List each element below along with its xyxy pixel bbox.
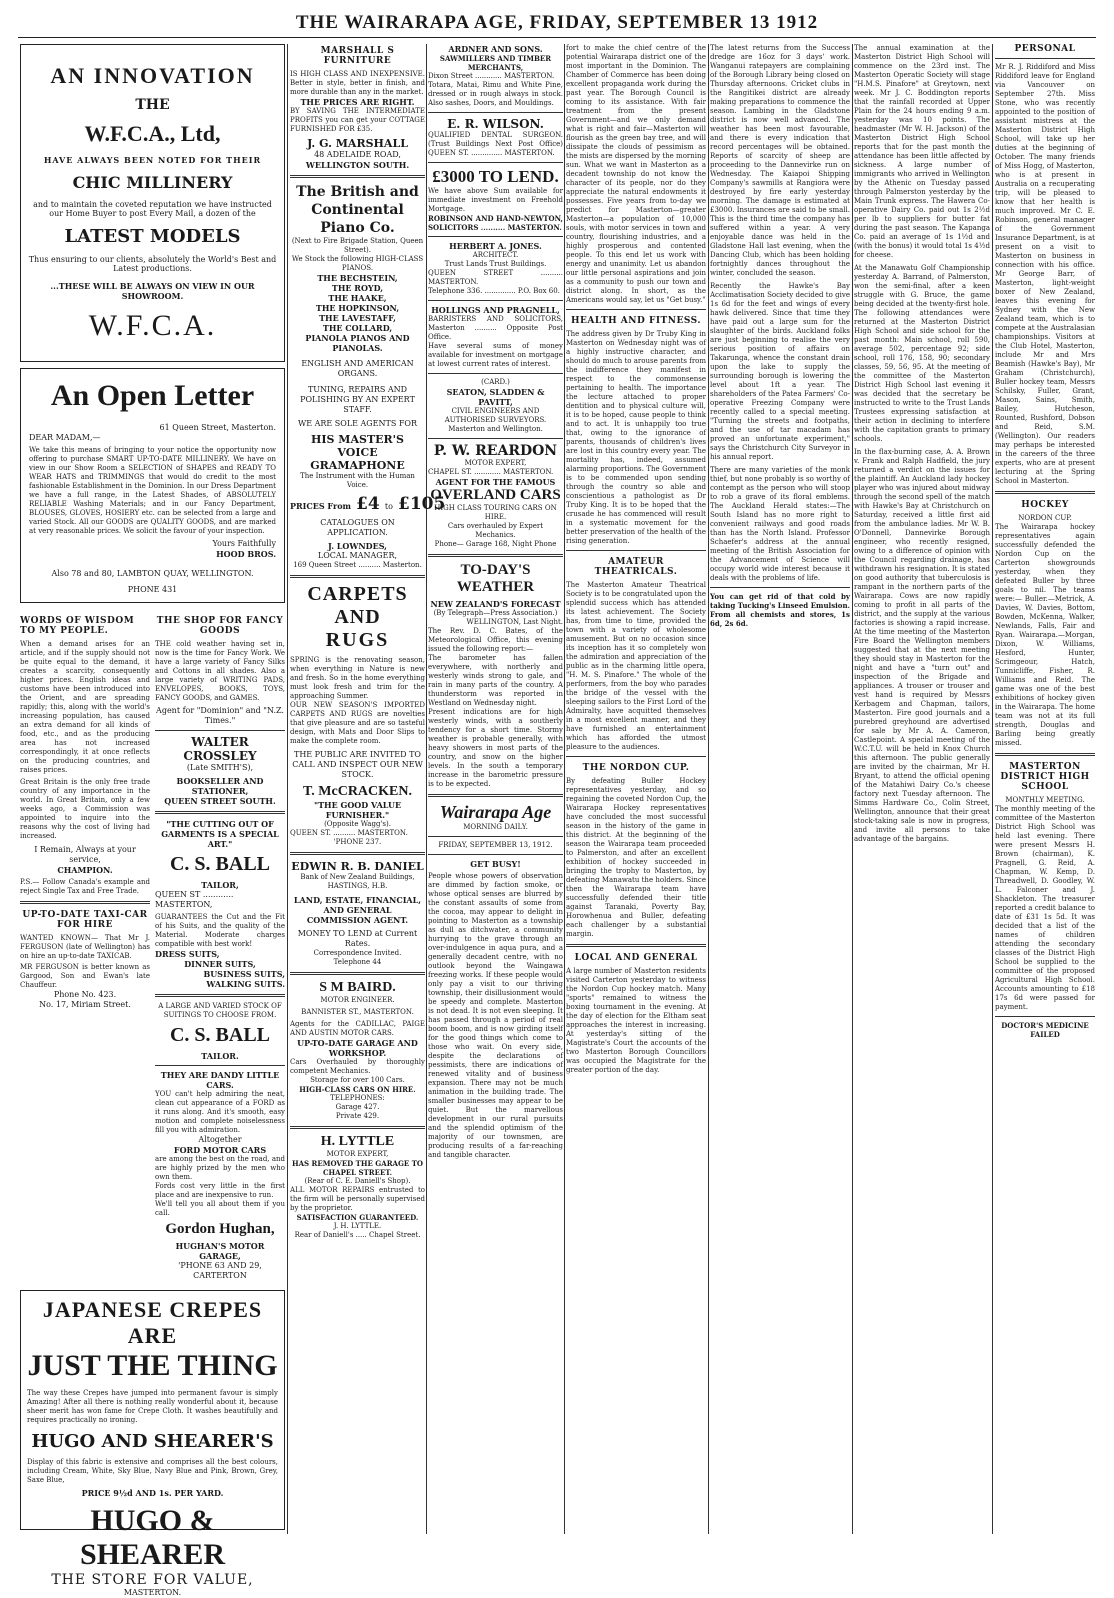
news-items-6: In the flax-burning case, A. A. Brown v. Frank and Ralph Hadfield, the jury returned a verdict on the issues for the plaintiff. An Auckland lady hockey player who was injured about midway through the second spell of the match with Hawke's Bay at Christchurch on Saturday, received a little first aid from the ambulance ladies. Mr W. B. O'Donnell, Dannevirke Borough engineer, who recently resigned, owing to a difference of opinion with the Council regarding drainage, has withdrawn his resignation. It is stated on good authority that tuberculosis is rampant in the northern parts of the Wairarapa. Cows are now rapidly coming to profit in all parts of the district, and the supply at the various factories is showing a rapid increase. At the time meeting of the Masterton Fire Board the Wellington members suggested that at the next meeting they should stay in Masterton for the night and have a "turn out" and inspection of the Brigade and appliances. A trouser or trouser and vest hand is required by Messrs Kerbagem and Chapman, tailors, Masterton. Fire good journals and a purebred greyhound are advertised for sale by Mr A. A. Cameron, Castlepoint. A special meeting of the W.C.T.U. will be held in Knox Church this afternoon. The public generally are invited by the chairman, Mr H. Bryant, to attend the official opening of the Matahiwi Dairy Co.'s cheese factory next Tuesday afternoon. The Simms Hardware Co., Colin Street, Wellington, announce that their great stock-taking sale is now in progress, and invite all persons to take advantage of the bargains. <box>854 448 990 843</box>
paper-nameplate: Wairarapa Age <box>439 802 552 822</box>
japanese-crepes-ad <box>20 1290 285 1597</box>
ball-suit-2: DINNER SUITS, <box>184 959 256 969</box>
news-items-4: The annual examination at the Masterton District High School will commence on the 23rd inst. The Masterton Operatic Society will stage "H.M.S. Pinafore" at Greytown, next week. Mr J. C. Boddington reports that the rainfall recorded at Upper Plain for the 24 hours ending 9 a.m. yesterday was 10 points. The headmaster (Mr W. H. Jackson) of the Masterton District High School reports that for the past month the attendance has been little affected by sickness. A large number of immigrants who arrived in Wellington by the Athenic on Tuesday passed through Palmerston yesterday by the Main Trunk express. The Hawera Co-operative Dairy Co. paid out 1s 2½d per lb to suppliers for butter fat during the past season. The Kapanga Co. paid an average of 1s 1½d and (with the bonus) it would total 1s 4½d for cheese. <box>854 44 990 259</box>
column-4 <box>566 44 706 1534</box>
divider <box>428 373 563 374</box>
wisdom-ps: P.S.— Follow Canada's example and reject Single Tax and Free Trade. <box>20 878 150 895</box>
marshall-city: WELLINGTON SOUTH. <box>305 160 410 170</box>
ball-suit-3: BUSINESS SUITS, <box>203 969 285 979</box>
column-rule <box>708 44 709 1534</box>
amateur-title: AMATEUR THEATRICALS. <box>594 557 678 577</box>
carpets-tag: "THE GOOD VALUE FURNISHER." <box>313 800 402 820</box>
divider <box>428 438 563 439</box>
divider <box>428 236 563 237</box>
piano-hmv: HIS MASTER'S VOICE <box>311 433 404 459</box>
school-title: MASTERTON DISTRICT HIGH SCHOOL <box>1000 762 1090 792</box>
daniel-city: HASTINGS, H.B. <box>327 882 388 890</box>
shop-late: (Late SMITH'S), <box>186 763 254 772</box>
shop-street: QUEEN STREET SOUTH. <box>164 796 276 806</box>
ford-text2: are among the best on the road, and are highly prized by the men who own them. <box>155 1155 285 1181</box>
daniel-bank: Bank of New Zealand Buildings, <box>300 873 415 881</box>
news-items-5: At the Manawatu Golf Championship yesterday A. Barrand, of Palmerston, won the semi-final, after a keen struggle with G. Bruce, the game being decided at the twenty-first hole. The following attendances were returned at the Masterton District High School and side school for the past month: Main school, roll 590, average 502, percentage 92; side school, roll 176, 158, 90; secondary classes, 59, 56, 95. At the meeting of the committee of the Masterton District High School last evening it was decided that the secretary be instructed to write to the Trust Lands Trustees expressing satisfaction at their action in declining to interfere with the capitation grants to primary schools. <box>854 264 990 443</box>
column-rule <box>564 44 565 1534</box>
ball-role: TAILOR, <box>201 880 239 890</box>
open-letter-closing: Yours Faithfully <box>212 539 276 548</box>
divider <box>995 58 1095 59</box>
column-6 <box>854 44 990 1534</box>
innovation-signature: W.F.C.A. <box>88 309 217 342</box>
wilson-dental: QUALIFIED DENTAL SURGEON. (Trust Buildings Next Post Office) QUEEN ST. .............. MASTERTON. <box>428 131 563 157</box>
weather-byline: (By Telegraph—Press Association.) <box>433 609 558 617</box>
baird-address: BANNISTER ST., MASTERTON. <box>301 1008 414 1016</box>
wisdom-title: WORDS OF WISDOM TO MY PEOPLE. <box>20 616 135 636</box>
weather-text: The Rev. D. C. Bates, of the Meteorological Office, this evening issued the following report:— <box>428 627 563 653</box>
lyttle-text: HAS REMOVED THE GARAGE TO CHAPEL STREET. <box>292 1159 423 1177</box>
piano-price-range <box>290 494 446 514</box>
news-items-2: Recently the Hawke's Bay Acclimatisation Society decided to give 1s 6d for the feet and wings of every hawk delivered. Since that time they have paid out a large sum for the slaughter of the birds. Auckland folks are just beginning to realise the very serious position of affairs on Takarunga, whence the constant drain upon the lake to supply the surrounding borough is lowering the level about 1ft a year. The shareholders of the Patea Farmers' Co-operative Freezing Company were recently called to a special meeting. "Turning the streets and footpaths, and the use of tar macadam has proved an unfortunate experiment," says the Christchurch City Surveyor in his annual report. <box>710 282 850 461</box>
taxi-phone: Phone No. 423. <box>53 990 117 999</box>
taxi-title: UP-TO-DATE TAXI-CAR FOR HIRE <box>22 910 148 930</box>
column-rule <box>852 44 853 1534</box>
divider <box>428 854 563 855</box>
crepes-store-tag: THE STORE FOR VALUE, <box>51 1572 254 1588</box>
piano-price-from: £4 <box>356 494 380 514</box>
shop-trade: BOOKSELLER AND STATIONER, <box>176 776 264 796</box>
weather-text3: Present indications are for high westerly winds, with a southerly tendency for a short time. Stormy weather is probable generally, with heavy showers in most parts of the country, and snow on the higher levels. In the south a temporary increase in the barometric pressure is to be expected. <box>428 708 563 788</box>
ford-text3: Fords cost very little in the first place and are inexpensive to run. <box>155 1182 285 1199</box>
divider <box>428 836 563 837</box>
shop-title: THE SHOP FOR FANCY GOODS <box>156 616 284 636</box>
jones-telephone: Telephone 336. .............. P.O. Box 60. <box>428 287 560 295</box>
divider <box>155 1065 285 1066</box>
open-letter-phone: PHONE 431 <box>127 585 178 594</box>
marshall-name: J. G. MARSHALL <box>307 137 408 150</box>
open-letter-title: An Open Letter <box>50 379 255 412</box>
reardon-address: CHAPEL ST. ............ MASTERTON. <box>428 468 554 476</box>
divider <box>995 753 1095 756</box>
jones-role: ARCHITECT. <box>472 251 519 259</box>
lyttle-rear: (Rear of C. E. Daniell's Shop). <box>304 1177 411 1185</box>
baird-role: MOTOR ENGINEER. <box>320 996 395 1004</box>
divider <box>428 162 563 163</box>
paper-subtitle: MORNING DAILY. <box>463 823 528 831</box>
crepes-store-loc: MASTERTON. <box>123 1588 182 1597</box>
reardon-role: MOTOR EXPERT, <box>464 459 527 467</box>
piano-pianola: PIANOLA PIANOS AND PIANOLAS. <box>305 333 410 353</box>
news-items-1: The latest returns from the Success dredge are 16oz for 3 days' work. Wanganui ratepayers are complaining of the Borough Library being closed on Thursday afternoons. Cricket clubs in the Rangitikei district are already making preparations to commence the season. Lambing in the Gladstone district is now well advanced. The weather has been most favourable, and there is every indication that record percentages will be obtained. Reports of scarcity of sheep are proceeding to the Dannevirke run on Wednesday. The Kaiapoi Shipping Company's sawmills at Rangiora were destroyed by fire early yesterday morning. The damage is estimated at £3000. Insurances are said to be small. This is the third time the company has suffered within a year. A very enjoyable dance was held in the Gladstone Hall last evening, when the Dancing Club, which has been holding fortnightly dances throughout the winter, concluded the season. <box>710 44 850 277</box>
baird-garage: UP-TO-DATE GARAGE AND WORKSHOP. <box>297 1038 418 1058</box>
open-letter-signed: HOOD BROS. <box>216 549 276 559</box>
open-letter-ad <box>20 368 285 603</box>
daniel-money: MONEY TO LEND at Current Rates. <box>297 929 418 948</box>
divider <box>290 852 425 855</box>
wisdom-text2: Great Britain is the only free trade country of any importance in the world. In Great Britain, only a few weeks ago, a Commission was appointed to inquire into the reasons why the cost of living had increased. <box>20 778 150 840</box>
wisdom-signoff: I Remain, Always at your service, <box>34 845 136 864</box>
carpets-text: SPRING is the renovating season, when everything in Nature is new and fresh. So in the home everything must look fresh and trim for the approaching Summer. <box>290 656 425 700</box>
marshall-address: 48 ADELAIDE ROAD, <box>314 150 401 159</box>
lend-text: We have above Sum available for immediate investment on Freehold Mortgage. <box>428 187 563 213</box>
ford-text4: We'll tell you all about them if you call. <box>155 1200 285 1217</box>
innovation-showroom: ...THESE WILL BE ALWAYS ON VIEW IN OUR SHOWROOM. <box>50 281 255 301</box>
ball-name: C. S. BALL <box>169 853 271 875</box>
hughan-garage: HUGHAN'S MOTOR GARAGE, <box>175 1241 265 1261</box>
shop-agent: Agent for "Dominion" and "N.Z. Times." <box>156 706 284 725</box>
innovation-the: THE <box>135 97 170 113</box>
wisdom-column <box>20 610 150 1010</box>
overland-cars: OVERLAND CARS <box>430 487 561 503</box>
health-title: HEALTH AND FITNESS. <box>571 316 701 326</box>
carpets-invite: THE PUBLIC ARE INVITED TO CALL AND INSPECT OUR NEW STOCK. <box>292 750 423 779</box>
divider <box>428 112 563 113</box>
column-7 <box>995 44 1095 1534</box>
weather-dateline: WELLINGTON, Last Night. <box>466 618 563 626</box>
piano-haake: THE HAAKE, <box>328 293 387 303</box>
weather-subtitle: NEW ZEALAND'S FORECAST <box>430 599 561 609</box>
personal-title: PERSONAL <box>1014 44 1076 54</box>
ardner-name: ARDNER AND SONS. <box>448 44 543 54</box>
piano-loc: (Next to Fire Brigade Station, Queen Street). <box>291 237 424 254</box>
editorial-title: GET BUSY! <box>470 859 521 869</box>
divider <box>566 309 706 310</box>
column-rule <box>426 44 427 1534</box>
personal-text: Mr R. J. Riddiford and Miss Riddiford leave for England via Vancouver on September 27th. Miss Stone, who was recently appointed to the position of assistant mistress at the Masterton District High School, will take up her duties at the beginning of October. The many friends of Miss Hogg, of Masterton, who is at present in Australia on a recuperating trip, will be pleased to know that her health is much improved. Mr C. E. Robinson, general manager of the Government Insurance Department, is at present on a visit to Masterton on business in connection with his office. Mr George Barr, of Masterton, light-weight boxer of New Zealand, leaves this evening for Sydney with the New Zealand team, which is to compete at the Australasian championships. Visitors at the Club Hotel, Masterton, include Mr and Mrs Beamish (Hawke's Bay), Mr Graham (Christchurch), Buller hockey team, Messrs Schilsky, Fuller, Grant, Mason, Sains, Smith, Bailey, Hutcheson, Rounted, Rushford, Dobson and Reid, S.M. (Wellington). Our readers may perhaps be interested in the careers of the three experts, who are at present lecturing at the Spring School in Masterton. <box>995 63 1095 485</box>
hockey-subtitle: NORDON CUP. <box>1018 514 1072 522</box>
piano-organs: ENGLISH AND AMERICAN ORGANS. <box>301 359 414 378</box>
piano-price-to-word: to <box>384 502 393 511</box>
baird-agents: Agents for the CADILLAC, PAIGE AND AUSTIN MOTOR CARS. <box>290 1020 425 1037</box>
innovation-firm: W.F.C.A., Ltd, <box>84 121 221 146</box>
ford-cars: FORD MOTOR CARS <box>173 1145 267 1155</box>
column-5 <box>710 44 850 1534</box>
jones-name: HERBERT A. JONES. <box>449 241 542 251</box>
weather-title: TO-DAY'S WEATHER <box>456 562 535 595</box>
ball2-role: TAILOR. <box>201 1051 239 1061</box>
divider <box>995 1016 1095 1017</box>
baird-storage: Storage for over 100 Cars. <box>310 1076 405 1084</box>
piano-prices-label: PRICES From <box>290 501 351 511</box>
divider <box>290 175 425 178</box>
carpets-opp: (Opposite Wagg's). <box>324 820 391 828</box>
news-items-3: There are many varieties of the monk thief, but none probably is so worthy of contempt as the person who will stoop to rob a grave of its floral emblems. The Auckland Herald states:—The South Island has no more right to convenient railways and good roads than has the North Island. Professor Schaefer's address at the annual meeting of the British Association for the Advancement of Science will occupy world wide interest because it deals with the problems of life. <box>710 466 850 582</box>
health-text: The address given by Dr Truby King in Masterton on Wednesday night was of a highly instructive character, and should do much to arouse parents from the indifference they manifest in respect to the commonsense pertaining to health. The importance the lecture attached to proper dentition and to physical culture will, it is to be hoped, cause people to think and to act. It is unhappily too true that, owing to the ignorance of parents, thousands of children's lives are lost in this country every year. The mortality has, indeed, assumed alarming proportions. The Government is to be commended upon sending through the country so able and conscientious a pathologist as Dr Truby King. It is to be hoped that the crusade he has commenced will result in a systematic movement for the better preservation of the health of the rising generation. <box>566 330 707 545</box>
carpets-title-1: CARPETS AND <box>307 583 408 628</box>
ford-dandy: THEY ARE DANDY LITTLE CARS. <box>160 1070 280 1090</box>
ball-suit-1: DRESS SUITS, <box>155 949 220 959</box>
piano-catalogues: CATALOGUES ON APPLICATION. <box>320 518 395 537</box>
hughan-phone: 'PHONE 63 AND 29, CARTERTON <box>178 1261 262 1280</box>
reardon-touring: HIGH CLASS TOURING CARS ON HIRE. <box>434 504 557 521</box>
hollings-name: HOLLINGS AND PRAGNELL, <box>431 305 560 315</box>
daniel-name: EDWIN R. B. DANIEL <box>291 860 424 873</box>
weather-text2: The barometer has fallen everywhere, with northerly and westerly winds strong to gale, and rain in many parts of the country. A thunderstorm was reported in Westland on Wednesday night. <box>428 654 563 707</box>
amateur-text: The Masterton Amateur Theatrical Society is to be congratulated upon the splendid success which has attended its latest achievement. The Society has, from time to time, provided the town with a variety of wholesome amusement. But on no occasion since its inception has it so completely won the admiration and appreciation of the public as in the charming little opera, "H. M. S. Pinafore." The whole of the performers, from the boy who parades the bridge of the vessel with the sleeping sailors to the First Lord of the Admiralty, have acquitted themselves in a most excellent manner, and they have furnished an entertainment which has afforded the utmost pleasure to the audiences. <box>566 581 706 751</box>
crepes-text2: Display of this fabric is extensive and comprises all the best colours, including Cream, White, Sky Blue, Navy Blue and Pink, Brown, Grey, Saxe Blue, <box>27 1458 278 1484</box>
ball-tagline: "THE CUTTING OUT OF GARMENTS IS A SPECIAL ART." <box>161 819 279 849</box>
divider <box>428 794 563 797</box>
taxi-text: WANTED KNOWN— That Mr J. FERGUSON (late of Wellington) has on hire an up-to-date TAXICAB. <box>20 934 150 960</box>
crepes-price: PRICE 9½d AND 1s. PER YARD. <box>81 1488 224 1498</box>
nordon-title: THE NORDON CUP. <box>582 763 690 773</box>
piano-agent: J. LOWNDES, <box>328 541 387 551</box>
lend-firm: ROBINSON AND HAND-NEWTON, SOLICITORS .......... MASTERTON. <box>428 214 563 232</box>
open-letter-body: We take this means of bringing to your notice the opportunity now offering to purchase SMART UP-TO-DATE MILLINERY. We have on view in our Show Room a SELECTION of SHAPES and READY TO WEAR HATS and TRIMMINGS that would do credit to the most fashionable Establishment in the Dominion. In our Dress Department we have a full range, in the Latest Shades, of ABSOLUTELY RELIABLE Washing Materials; and in our Fancy Department, BLOUSES, GLOVES, HOSIERY etc. can be selected from a large and varied Stock. All our GOODS are QUALITY GOODS, and are marked at very reasonable prices. We solicit the favour of your inspection. <box>29 446 276 535</box>
divider <box>155 811 285 814</box>
piano-gtext: The Instrument with the Human Voice. <box>300 472 415 489</box>
divider <box>428 300 563 301</box>
seaton-name: SEATON, SLADDEN & PAVITT, <box>446 387 545 407</box>
school-text: The monthly meeting of the committee of the Masterton District High School was held last evening. There were present Messrs H. Brown (chairman), K. Pragnell, G. Reid, A. Chapman, W. Kemp, D. Threadwell, D. Goodley, W. L. Falconer and J. Shackleton. The treasurer reported a credit balance to date of £31 1s 5d. It was decided that a list of the names of children attending the secondary classes of the District High School be supplied to the committee of the proposed Agricultural High School. Accounts amounting to £18 17s 6d were passed for payment. <box>995 805 1095 1011</box>
ardner-timber: Totara, Matai, Rimu and White Pine, dressed or in rough always in stock. Also sashes, Doors, and Mouldings. <box>428 81 563 107</box>
hollings-text: Have several sums of money available for investment on mortgage at lowest current rates of interest. <box>428 342 563 368</box>
piano-hopkinson: THE HOPKINSON, <box>315 303 400 313</box>
ball2-tagline: A LARGE AND VARIED STOCK OF SUITINGS TO CHOOSE FROM. <box>158 1002 282 1019</box>
crepes-firm: HUGO AND SHEARER'S <box>31 1431 274 1452</box>
divider <box>995 491 1095 494</box>
wisdom-champion: CHAMPION. <box>57 865 113 875</box>
editorial-continued: fort to make the chief centre of the potential Wairarapa district one of the most important in the Dominion. The Chamber of Commerce has been doing excellent propaganda work during the past year. The Borough Council is coming to its assistance. With fair treatment from the present Government—and we only demand what is right and fair—Masterton will flourish as the green bay tree, and will dissipate the clouds of pessimism as the mists are dispersed by the morning sun. What we want in Masterton as a decadent township do not know the character of its people, nor do they appreciate the natural endowments it possesses. Five years from to-day we predict for Masterton—greater Masterton—a population of 10,000 souls, with motor services in town and country, flourishing industries, and a highly prosperous and contented people. To this end let us work with energy and unanimity. Let us abandon our little personal aspirations and join as a community to push our town and district along. In short, as the Americans would say, let us "Get busy." <box>566 44 706 304</box>
lyttle-address: Rear of Daniell's ..... Chapel Street. <box>294 1231 421 1239</box>
local-title: LOCAL AND GENERAL <box>574 953 698 963</box>
baird-tel-private: Private 429. <box>335 1112 380 1120</box>
taxi-address: No. 17, Miriam Street. <box>39 1000 131 1009</box>
crepes-text: The way these Crepes have jumped into permanent favour is simply Amazing! After all there is nothing really wonderful about it, because sheer merit has won fame for Crepe Cloth. It washes beautifully and requires practically no ironing. <box>27 1389 278 1424</box>
ford-altogether: Altogether <box>198 1135 242 1144</box>
daniel-text: LAND, ESTATE, FINANCIAL, AND GENERAL COMMISSION AGENT. <box>293 895 422 925</box>
piano-collard: THE COLLARD, <box>322 323 393 333</box>
ball2-name: C. S. BALL <box>169 1024 271 1046</box>
innovation-title: AN INNOVATION <box>50 63 255 88</box>
hollings-barristers: BARRISTERS AND SOLICITORS, Masterton .......... Opposite Post Office. <box>428 315 563 341</box>
piano-tuning: TUNING, REPAIRS AND POLISHING BY AN EXPERT STAFF. <box>300 385 415 414</box>
baird-telephones: TELEPHONES: <box>330 1094 385 1102</box>
jones-address: QUEEN STREET .......... MASTERTON. <box>428 269 563 286</box>
editorial-text: People whose powers of observation are dimmed by faction smoke, or whose optical senses are blurred by the constant assaults of some from the cocoa, may appear to delight in pointing to Masterton as a township as dull as ditchwater, a community hurrying to the grave through an over-indulgence in aqua pura, and a generally decadent centre, with no outlook beyond the Waingawa freezing works. If these people would only pay a visit to our thriving township, their disillusionment would be speedy and complete. Masterton is not dead. It is not even sleeping. It has passed through a period of real boom boom, and is now girding itself for the good things which come to those who wait. On every side, despite the declarations of pessimists, there are indications of renewed vitality and of business expansion. There may not be much animation in the building trade. The smaller businesses may appear to be quiet. But the marvellous development in our rural pursuits and the splendid optimism of the majority of our townsmen, are producing results of a far-reaching and tangible character. <box>428 872 563 1159</box>
daniel-correspondence: Correspondence Invited. <box>313 949 402 957</box>
lyttle-signature: J. H. LYTTLE. <box>333 1222 382 1230</box>
column-rule <box>287 44 288 1534</box>
piano-gramophone: GRAMAPHONE <box>310 459 405 472</box>
piano-bechstein: THE BECHSTEIN, <box>317 273 398 283</box>
jones-trust: Trust Lands Trust Buildings. <box>444 260 547 268</box>
piano-royd: THE ROYD, <box>331 283 384 293</box>
divider <box>290 972 425 975</box>
local-text: A large number of Masterton residents visited Carterton yesterday to witness the Nordon Cup hockey match. Many "sports" remained to witness the boxing tournament in the evening. At the day of election for the Eltham seat approaches the interest in increasing. At yesterday's sitting of the Magistrate's Court the accounts of the two Masterton Borough Councillors was occupied the Magistrate for the greater portion of the day. <box>566 967 706 1074</box>
innovation-body2: Thus ensuring to our clients, absolutely the World's Best and Latest productions. <box>28 255 277 273</box>
hockey-text: The Wairarapa hockey representatives again successfully defended the Nordon Cup on the Carterton showgrounds yesterday, when they defeated Buller by three goals to nil. The teams were:— Buller.—Metrick, A. Davies, W. Davies, Bottom, Bowden, McKenna, Walker, Newlands, Falls, Fair and Ryan. Wairarapa.—Morgan, Dixon, W. Williams, Hesford, Hunter, Scrimgeour, Hatch, Tunnicliffe, Fisher, R. Williams and Reid. The game was one of the best exhibitions of hockey given in the Wairarapa. The home team was not at its full strength, Douglas and Barling being greatly missed. <box>995 523 1095 747</box>
nordon-text: By defeating Buller Hockey representatives yesterday, and so regaining the coveted Nordon Cup, the Wairarapa Hockey representatives have concluded the most successful season in the history of the game in this district. At the beginning of the season the Wairarapa team proceeded to Palmerston, and after an excellent exhibition of hockey succeeded in bringing the trophy to Masterton, by defeating Manawatu the holders. Since then the Wairarapa team have successfully defended their title against Taranaki, Poverty Bay, Horowhenua and Buller, defeating each challenger by a substantial margin. <box>566 777 706 938</box>
shop-text: THE cold weather having set in, now is the time for Fancy Work. We have a large variety of Fancy Silks and Cottons in all shades. Also a large variety of WRITING PADS, ENVELOPES, BOOKS, TOYS, FANCY GOODS, and GAMES. <box>155 640 285 702</box>
seaton-civil: CIVIL ENGINEERS AND AUTHORISED SURVEYORS. <box>444 407 547 424</box>
innovation-tagline: HAVE ALWAYS BEEN NOTED FOR THEIR <box>43 155 262 165</box>
wisdom-text: When a demand arises for an article, and if the supply should not be quite equal to the demand, it creates a scarcity, consequently higher prices. English ideas and customs have been introduced into the Orient, and are spreading rapidly; this, along with the world's increasing population, has caused an extra demand for all kinds of food, etc., and as the producing area has not increased correspondingly, it at once reflects on the producing countries, and raises prices. <box>20 640 150 774</box>
hughan-name: Gordon Hughan, <box>165 1221 275 1237</box>
piano-title: The British and Continental Piano Co. <box>296 184 419 236</box>
shop-owner: WALTER CROSSLEY <box>183 735 257 763</box>
daniel-telephone: Telephone 44 <box>333 958 382 966</box>
divider <box>290 575 425 578</box>
crepes-title-2: JUST THE THING <box>27 1349 278 1382</box>
reardon-overhaul: Cars overhauled by Expert Mechanics. <box>447 522 544 539</box>
wilson-name: E. R. WILSON. <box>447 117 544 131</box>
open-letter-address: 61 Queen Street, Masterton. <box>159 423 276 432</box>
divider <box>710 587 850 588</box>
piano-agent-role: LOCAL MANAGER, <box>317 551 398 560</box>
lend-title: £3000 TO LEND. <box>432 167 559 186</box>
reardon-phone: Phone— Garage 168, Night Phone <box>434 540 557 548</box>
divider <box>290 1126 425 1129</box>
open-letter-salutation: DEAR MADAM,— <box>29 433 101 442</box>
linseed-ad: You can get rid of that cold by taking Tucking's Linseed Emulsion. From all chemists and stores, 1s 6d, 2s 6d. <box>710 592 850 628</box>
ball-suit-4: WALKING SUITS. <box>206 979 285 989</box>
ford-text: YOU can't help admiring the neat, clean cut appearance of a FORD as it runs along. And it's smooth, easy motion and complete noiselessness fill you with admiration. <box>155 1090 285 1134</box>
shop-column <box>155 610 285 1281</box>
ardner-trade: SAWMILLERS AND TIMBER MERCHANTS, <box>439 54 552 72</box>
carpets-text2: OUR NEW SEASON'S IMPORTED CARPETS AND RUGS are novelties that give pleasure and are so tasteful design, with Mats and Door Slips to make the complete room. <box>290 701 425 745</box>
innovation-body: and to maintain the coveted reputation we have instructed our Home Buyer to post Every Mail, a dozen of the <box>33 200 272 218</box>
ball-address: QUEEN ST ............ MASTERTON, <box>155 890 234 909</box>
carpets-phone: 'PHONE 237. <box>333 838 382 846</box>
reardon-agent: AGENT FOR THE FAMOUS <box>435 477 556 487</box>
innovation-ad <box>20 44 285 362</box>
piano-agent-address: 169 Queen Street .......... Masterton. <box>293 561 422 569</box>
paper-date: FRIDAY, SEPTEMBER 13, 1912. <box>438 841 553 849</box>
lyttle-name: H. LYTTLE <box>320 1134 395 1149</box>
divider <box>428 554 563 557</box>
baird-tel-garage: Garage 427. <box>335 1103 380 1111</box>
column-rule <box>992 44 993 1534</box>
column-3 <box>428 44 563 1534</box>
crepes-store-name: HUGO & SHEARER <box>79 1504 226 1571</box>
hockey-title: HOCKEY <box>1021 500 1069 510</box>
masthead: THE WAIRARAPA AGE, FRIDAY, SEPTEMBER 13 1912 <box>0 0 1114 40</box>
lyttle-satisfaction: SATISFACTION GUARANTEED. <box>296 1213 419 1222</box>
medicine-heading: DOCTOR'S MEDICINE FAILED <box>1001 1021 1089 1039</box>
divider <box>566 944 706 947</box>
school-subtitle: MONTHLY MEETING. <box>1005 796 1085 804</box>
open-letter-also: Also 78 and 80, LAMBTON QUAY, WELLINGTON. <box>51 569 254 578</box>
card-label: (CARD.) <box>481 378 510 386</box>
divider <box>566 550 706 551</box>
divider <box>566 756 706 757</box>
column-2 <box>290 44 446 1534</box>
piano-agents: WE ARE SOLE AGENTS FOR <box>297 419 418 428</box>
ardner-address: Dixon Street ............ MASTERTON. <box>428 72 555 80</box>
carpets-title-2: RUGS <box>325 629 390 651</box>
ball-text: GUARANTEES the Cut and the Fit of his Suits, and the quality of the Material. Moderate charges compatible with best work! <box>155 913 285 948</box>
column-ads-left <box>20 44 285 604</box>
piano-price-to: £105 <box>397 494 446 514</box>
divider <box>155 730 285 731</box>
piano-text: We Stock the following HIGH-CLASS PIANOS. <box>291 255 424 272</box>
carpets-name: T. McCRACKEN. <box>302 784 412 799</box>
taxi-text2: MR FERGUSON is better known as Gargood, Son and Ewan's late Chauffeur. <box>20 963 150 989</box>
baird-text: Cars Overhauled by thoroughly competent Mechanics. <box>290 1058 425 1075</box>
divider <box>20 901 150 904</box>
carpets-address: QUEEN ST. .......... MASTERTON. <box>290 829 408 837</box>
marshall-text: IS HIGH CLASS AND INEXPENSIVE. Better in style, better in finish, and more durable than any in the market. <box>290 70 425 96</box>
marshall-text2: BY SAVING THE INTERMEDIATE PROFITS you can get your COTTAGE FURNISHED FOR £35. <box>290 107 425 133</box>
divider <box>155 994 285 997</box>
baird-hire: HIGH-CLASS CARS ON HIRE. <box>299 1085 416 1094</box>
piano-lavestaff: THE LAVESTAFF, <box>319 313 396 323</box>
marshall-prices: THE PRICES ARE RIGHT. <box>300 97 415 107</box>
lyttle-role: MOTOR EXPERT, <box>326 1150 389 1158</box>
lyttle-repairs: ALL MOTOR REPAIRS entrusted to the firm will be personally supervised by the proprietor. <box>290 1186 425 1212</box>
baird-name: S M BAIRD. <box>319 980 396 995</box>
marshall-title: MARSHALL S FURNITURE <box>320 46 395 66</box>
innovation-specialty: CHIC MILLINERY <box>72 173 233 192</box>
innovation-models: LATEST MODELS <box>64 226 241 247</box>
seaton-loc: Masterton and Wellington. <box>448 425 543 433</box>
reardon-name: P. W. REARDON <box>433 443 558 459</box>
crepes-title-1: JAPANESE CREPES ARE <box>42 1297 263 1348</box>
